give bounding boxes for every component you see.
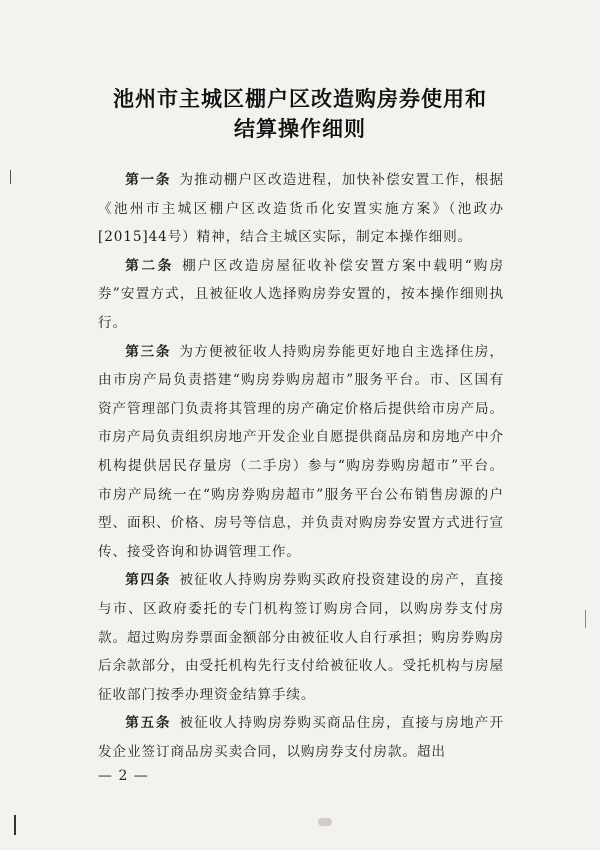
article-5: [98, 709, 504, 766]
article-heading: 第一条: [125, 172, 172, 188]
article-heading: 第五条: [125, 715, 172, 732]
article-text: 棚户区改造房屋征收补偿安置方案中载明“购房券”安置方式，且被征收人选择购房券安置的，按本操作细则执行。: [98, 257, 505, 331]
scan-mark: [14, 815, 16, 835]
article-text: 被征收人持购房券购买政府投资建设的房产，直接与市、区政府委托的专门机构签订购房合同，以购房券支付房款。超过购房券票面金额部分由被征收人自行承担；购房券购房后余款部分，由受托机构先行支付给被征收人。受托机构与房屋征收部门按季办理资金结算手续。: [98, 572, 504, 703]
article-3: [98, 338, 504, 567]
article-text: 被征收人持购房券购买商品住房，直接与房地产开发企业签订商品房买卖合同，以购房券支付房款。超出: [98, 715, 504, 760]
article-2: [98, 252, 504, 338]
article-text: 为推动棚户区改造进程，加快补偿安置工作，根据《池州市主城区棚户区改造货币化安置实施方案》（池政办[2015]44号）精神，结合主城区实际，制定本操作细则。: [98, 172, 504, 246]
article-4: [98, 566, 504, 709]
article-heading: 第三条: [125, 343, 172, 360]
scan-mark: [585, 610, 586, 628]
document-title-line2: 结算操作细则: [234, 117, 366, 141]
scan-mark: [10, 170, 11, 184]
document-title-line1: 池州市主城区棚户区改造购房券使用和: [113, 87, 487, 111]
scan-smudge: [318, 818, 332, 826]
article-heading: 第二条: [125, 257, 175, 274]
article-heading: 第四条: [125, 572, 172, 589]
article-text: 为方便被征收人持购房券能更好地自主选择住房，由市房产局负责搭建“购房券购房超市”服务平台。市、区国有资产管理部门负责将其管理的房产确定价格后提供给市房产局。市房产局负责组织房地产开发企业自愿提供商品房和房地产中介机构提供居民存量房（二手房）参与“购房券购房超市”平台。市房产局统一在“购房券购房超市”服务平台公布销售房源的户型、面积、价格、房号等信息，并负责对购房券安置方式进行宣传、接受咨询和协调管理工作。: [98, 343, 504, 560]
article-1: [98, 166, 504, 252]
page-number: — 2 —: [98, 768, 149, 784]
document-body: [98, 166, 504, 766]
